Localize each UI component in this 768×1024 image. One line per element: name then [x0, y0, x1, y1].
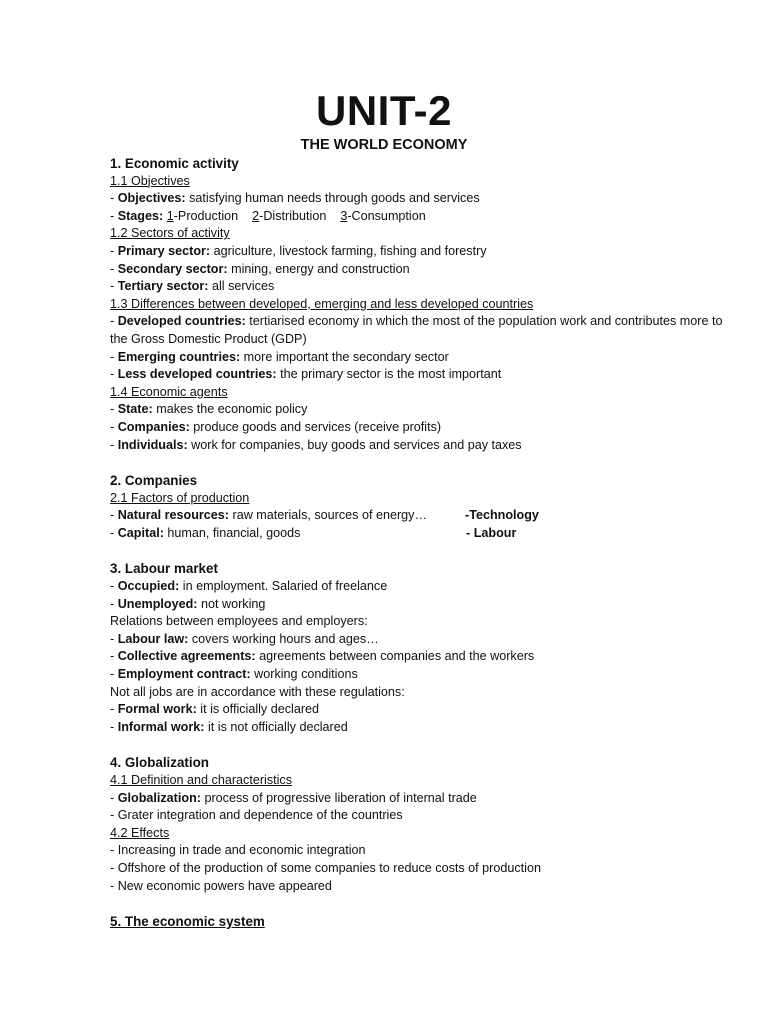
document-body [110, 155, 740, 931]
bullet-text: satisfying human needs through goods and services [185, 191, 480, 206]
labour-item: - Labour [466, 525, 517, 540]
stage-text: -Distribution [259, 208, 327, 223]
subsection-4-2: 4.2 Effects [110, 825, 170, 840]
bullet-text: produce goods and services (receive profits) [189, 419, 442, 434]
subsection-1-1: 1.1 Objectives [110, 173, 190, 188]
stage-number: 1 [166, 208, 174, 223]
bullet-text: process of progressive liberation of internal trade [200, 790, 477, 805]
bullet-label: Capital: [117, 525, 164, 540]
section-3-heading: 3. Labour market [110, 561, 218, 577]
stage-number: 3 [340, 208, 348, 223]
bullet-emerging: - Emerging countries: more important the secondary sector [110, 349, 449, 364]
subsection-1-4: 1.4 Economic agents [110, 384, 228, 399]
bullet-companies: - Companies: produce goods and services (receive profits) [110, 419, 442, 434]
subsection-2-1: 2.1 Factors of production [110, 490, 250, 505]
bullet-label: Primary sector: [117, 243, 211, 258]
bullet-text: it is not officially declared [204, 719, 348, 734]
bullet-label: Objectives: [117, 191, 186, 206]
bullet-occupied: - Occupied: in employment. Salaried of freelance [110, 579, 388, 594]
bullet-globalization: - Globalization: process of progressive liberation of internal trade [110, 790, 477, 805]
effect-item: - Offshore of the production of some companies to reduce costs of production [110, 860, 541, 875]
bullet-state: - State: makes the economic policy [110, 402, 308, 417]
subsection-1-3: 1.3 Differences between developed, emerging and less developed countries [110, 296, 534, 311]
bullet-text: makes the economic policy [152, 402, 308, 417]
bullet-text: working conditions [250, 667, 358, 682]
bullet-label: Unemployed: [117, 596, 198, 611]
bullet-text: not working [197, 596, 266, 611]
bullet-primary: - Primary sector: agriculture, livestock farming, fishing and forestry [110, 243, 487, 258]
bullet-grater: - Grater integration and dependence of the countries [110, 808, 403, 823]
bullet-label: Secondary sector: [117, 261, 228, 276]
bullet-tertiary: - Tertiary sector: all services [110, 279, 275, 294]
bullet-label: Companies: [117, 419, 190, 434]
subsection-4-1: 4.1 Definition and characteristics [110, 773, 293, 787]
bullet-less-developed: - Less developed countries: the primary sector is the most important [110, 367, 502, 382]
effect-item: - New economic powers have appeared [110, 878, 332, 893]
bullet-label: State: [117, 402, 153, 417]
bullet-text: agreements between companies and the workers [255, 649, 535, 664]
bullet-text: all services [208, 279, 275, 294]
bullet-label: Individuals: [117, 437, 188, 452]
bullet-label: Informal work: [117, 719, 205, 734]
bullet-formal: - Formal work: it is officially declared [110, 702, 320, 717]
bullet-text: tertiarised economy in which the most of the population work and contributes more to the Gross Domestic Product (GDP) [110, 314, 723, 346]
relations-text: Relations between employees and employers: [110, 614, 368, 629]
bullet-label: Occupied: [117, 579, 180, 594]
bullet-label: Less developed countries: [117, 367, 277, 382]
bullet-individuals: - Individuals: work for companies, buy goods and services and pay taxes [110, 437, 522, 452]
bullet-label: Natural resources: [117, 508, 229, 523]
bullet-text: it is officially declared [196, 702, 320, 717]
bullet-collective: - Collective agreements: agreements between companies and the workers [110, 649, 535, 664]
bullet-text: the primary sector is the most important [276, 367, 502, 382]
bullet-label: Stages: [117, 208, 164, 223]
stage-text: -Production [173, 208, 239, 223]
bullet-objectives: - Objectives: satisfying human needs through goods and services [110, 191, 480, 206]
bullet-label: Tertiary sector: [117, 279, 209, 294]
bullet-secondary: - Secondary sector: mining, energy and construction [110, 261, 410, 276]
bullet-label: Employment contract: [117, 667, 251, 682]
section-2-heading: 2. Companies [110, 473, 198, 489]
bullet-label: Formal work: [117, 702, 197, 717]
bullet-contract: - Employment contract: working conditions [110, 667, 358, 682]
bullet-text: covers working hours and ages… [188, 631, 379, 646]
subsection-1-2: 1.2 Sectors of activity [110, 226, 230, 241]
bullet-label: Globalization: [117, 790, 201, 805]
not-all-text: Not all jobs are in accordance with these regulations: [110, 684, 405, 699]
unit-subtitle: THE WORLD ECONOMY [300, 137, 468, 153]
bullet-text: more important the secondary sector [240, 349, 449, 364]
bullet-text: human, financial, goods [163, 525, 301, 540]
technology-item: -Technology [465, 508, 539, 523]
stage-text: -Consumption [347, 208, 426, 223]
bullet-text: raw materials, sources of energy… [229, 508, 428, 523]
unit-title: UNIT-2 [315, 87, 452, 134]
bullet-label: Collective agreements: [117, 649, 256, 664]
bullet-text: mining, energy and construction [227, 261, 410, 276]
section-1-heading: 1. Economic activity [110, 156, 239, 171]
bullet-label: Labour law: [117, 631, 189, 646]
bullet-text: agriculture, livestock farming, fishing and forestry [210, 243, 487, 258]
bullet-label: Emerging countries: [117, 349, 241, 364]
bullet-text: work for companies, buy goods and services and pay taxes [187, 437, 522, 452]
effect-item: - Increasing in trade and economic integration [110, 843, 366, 858]
section-5-heading: 5. The economic system [110, 914, 265, 930]
bullet-capital: - Capital: human, financial, goods - Labour [110, 525, 740, 543]
bullet-labour-law: - Labour law: covers working hours and ages… [110, 631, 379, 646]
stage-number: 2 [252, 208, 260, 223]
bullet-text: in employment. Salaried of freelance [179, 579, 388, 594]
bullet-informal: - Informal work: it is not officially declared [110, 719, 348, 734]
bullet-stages: - Stages: 1-Production 2-Distribution 3-Consumption [110, 208, 426, 223]
bullet-natural-resources: - Natural resources: raw materials, sources of energy… -Technology [110, 507, 740, 525]
bullet-label: Developed countries: [117, 314, 246, 329]
bullet-unemployed: - Unemployed: not working [110, 596, 266, 611]
bullet-developed: - Developed countries: tertiarised economy in which the most of the population work and contributes more to the Gross Domestic Product (GDP) [110, 314, 723, 346]
section-4-heading: 4. Globalization [110, 755, 209, 771]
